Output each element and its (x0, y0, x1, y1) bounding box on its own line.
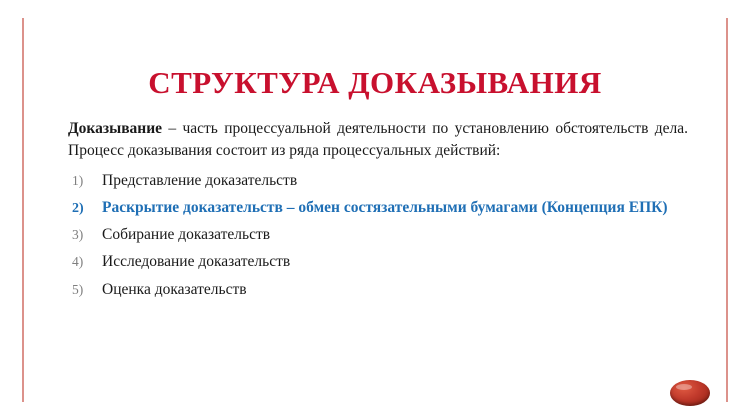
page-title: СТРУКТУРА ДОКАЗЫВАНИЯ (148, 64, 602, 100)
list-item-label: Исследование доказательств (102, 253, 291, 271)
list-item (68, 252, 688, 272)
list-item-label: Оценка доказательств (102, 280, 247, 298)
list-item-number: 5) (72, 281, 84, 297)
list-item (68, 280, 688, 300)
list-item (68, 171, 688, 191)
list-item-label: Представление доказательств (102, 171, 298, 189)
list-item-number: 2) (72, 201, 84, 217)
lead-paragraph (68, 118, 688, 163)
lead-term: Доказывание (68, 120, 163, 137)
list-item (68, 225, 688, 245)
list-item (68, 198, 688, 218)
list-item-number: 1) (72, 172, 84, 188)
logo-emblem (670, 380, 710, 406)
steps-list (68, 171, 688, 300)
lead-text: – часть процессуальной деятельности по установлению обстоятельств дела. Процесс доказывания состоит из ряда процессуальных действий: (68, 120, 688, 160)
list-item-label: Раскрытие доказательств – обмен состязательными бумагами (Концепция ЕПК) (102, 199, 668, 217)
list-item-number: 3) (72, 227, 84, 243)
list-item-number: 4) (72, 254, 84, 270)
logo-highlight (676, 384, 692, 390)
slide-body (68, 118, 688, 307)
list-item-label: Собирание доказательств (102, 226, 271, 244)
